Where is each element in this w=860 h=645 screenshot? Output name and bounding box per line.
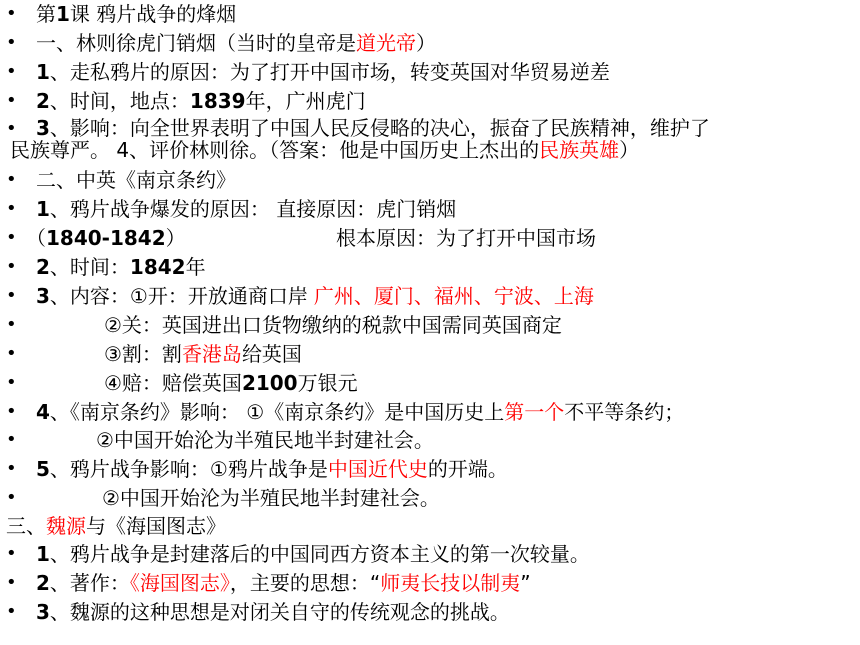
highlight-wei-yuan: 魏源	[46, 514, 86, 538]
year: 1839	[189, 89, 246, 113]
highlight-main-idea: 师夷长技以制夷	[380, 571, 521, 595]
text-segment: ②中国开始沦为半殖民地半封建社会。	[102, 486, 440, 510]
bullet: •	[6, 169, 17, 190]
item-number: 3	[36, 116, 50, 140]
text-segment: 与《海国图志》	[86, 514, 226, 538]
bullet: •	[6, 227, 17, 248]
text-segment: 、内容：①开：开放通商口岸	[49, 284, 308, 308]
bullet: •	[6, 458, 17, 479]
bullet: •	[6, 3, 17, 24]
text-segment: ②中国开始沦为半殖民地半封建社会。	[96, 428, 434, 452]
text-segment: （	[26, 226, 46, 250]
text-segment: 、魏源的这种思想是对闭关自守的传统观念的挑战。	[49, 600, 510, 624]
item-number: 5	[36, 457, 50, 481]
item-number: 4	[36, 400, 50, 424]
bullet: •	[6, 198, 17, 219]
text-segment: 、走私鸦片的原因：为了打开中国市场，转变英国对华贸易逆差	[49, 60, 610, 84]
bullet: •	[6, 572, 17, 593]
text-segment: 年，广州虎门	[245, 89, 366, 113]
text-segment: ④赔：赔偿英国	[104, 371, 242, 395]
text-segment: 二、中英《南京条约》	[36, 168, 236, 192]
bullet: •	[6, 401, 17, 422]
item-number: 3	[36, 600, 50, 624]
text-segment: ，主要的思想：“	[229, 571, 381, 595]
bullet: •	[6, 601, 17, 622]
item-number: 1	[36, 542, 50, 566]
text-segment: 、时间，地点：	[49, 89, 190, 113]
text-segment: 不平等条约；	[564, 400, 685, 424]
text-segment: 、鸦片战争影响：①鸦片战争是	[49, 457, 328, 481]
text-segment: 、时间：	[49, 255, 130, 279]
item-number: 1	[36, 197, 50, 221]
highlight-modern-history: 中国近代史	[327, 457, 428, 481]
list-item-impact	[0, 117, 854, 163]
text-segment: ）	[165, 226, 186, 250]
bullet: •	[6, 343, 17, 364]
highlight-first: 第一个	[504, 400, 565, 424]
lesson-number: 1	[56, 2, 70, 26]
highlight-national-hero: 民族英雄	[539, 138, 620, 162]
text-segment: 年	[185, 255, 206, 279]
item-number: 2	[36, 571, 50, 595]
highlight-book-title: 《海国图志》	[129, 571, 230, 595]
text-segment: 万银元	[297, 371, 358, 395]
text-segment: 、影响：向全世界表明了中国人民反侵略的决心，振奋了民族精神，维护了	[49, 116, 710, 140]
item-number: 2	[36, 255, 50, 279]
bullet: •	[6, 90, 17, 111]
text-segment: ）	[416, 31, 436, 55]
amount: 2100	[241, 371, 298, 395]
bullet: •	[6, 61, 17, 82]
year: 1842	[129, 255, 186, 279]
text-segment: 的开端。	[427, 457, 508, 481]
highlight-emperor: 道光帝	[356, 31, 416, 55]
item-number: 1	[36, 60, 50, 84]
text-segment: 、《南京条约》影响： ①《南京条约》是中国历史上	[49, 400, 505, 424]
text-segment: 给英国	[241, 342, 302, 366]
text-segment: 根本原因：为了打开中国市场	[336, 226, 596, 250]
text-segment: ）	[619, 138, 640, 162]
bullet: •	[6, 372, 17, 393]
year-range: 1840-1842	[46, 226, 166, 250]
bullet: •	[6, 487, 17, 508]
text-segment: 三、	[6, 514, 46, 538]
bullet: •	[6, 118, 17, 139]
bullet: •	[6, 32, 17, 53]
text-segment: ③割：割	[104, 342, 182, 366]
text-segment: 、鸦片战争是封建落后的中国同西方资本主义的第一次较量。	[49, 542, 590, 566]
title-text: 课 鸦片战争的烽烟	[69, 2, 237, 26]
bullet: •	[6, 429, 17, 450]
item-number: 2	[36, 89, 50, 113]
bullet: •	[6, 285, 17, 306]
highlight-hong-kong: 香港岛	[181, 342, 242, 366]
bullet: •	[6, 314, 17, 335]
text-segment: 民族尊严。 4、评价林则徐。（答案：他是中国历史上杰出的	[10, 138, 540, 162]
title-prefix: 第	[36, 2, 56, 26]
text-segment: ”	[520, 571, 531, 595]
text-segment: ②关：英国进出口货物缴纳的税款中国需同英国商定	[104, 313, 562, 337]
text-segment: 、著作：	[49, 571, 130, 595]
bullet: •	[6, 256, 17, 277]
bullet: •	[6, 543, 17, 564]
highlight-treaty-ports: 广州、厦门、福州、宁波、上海	[313, 284, 594, 308]
item-number: 3	[36, 284, 50, 308]
text-segment: 、鸦片战争爆发的原因： 直接原因：虎门销烟	[49, 197, 457, 221]
text-segment: 一、林则徐虎门销烟（当时的皇帝是	[36, 31, 356, 55]
